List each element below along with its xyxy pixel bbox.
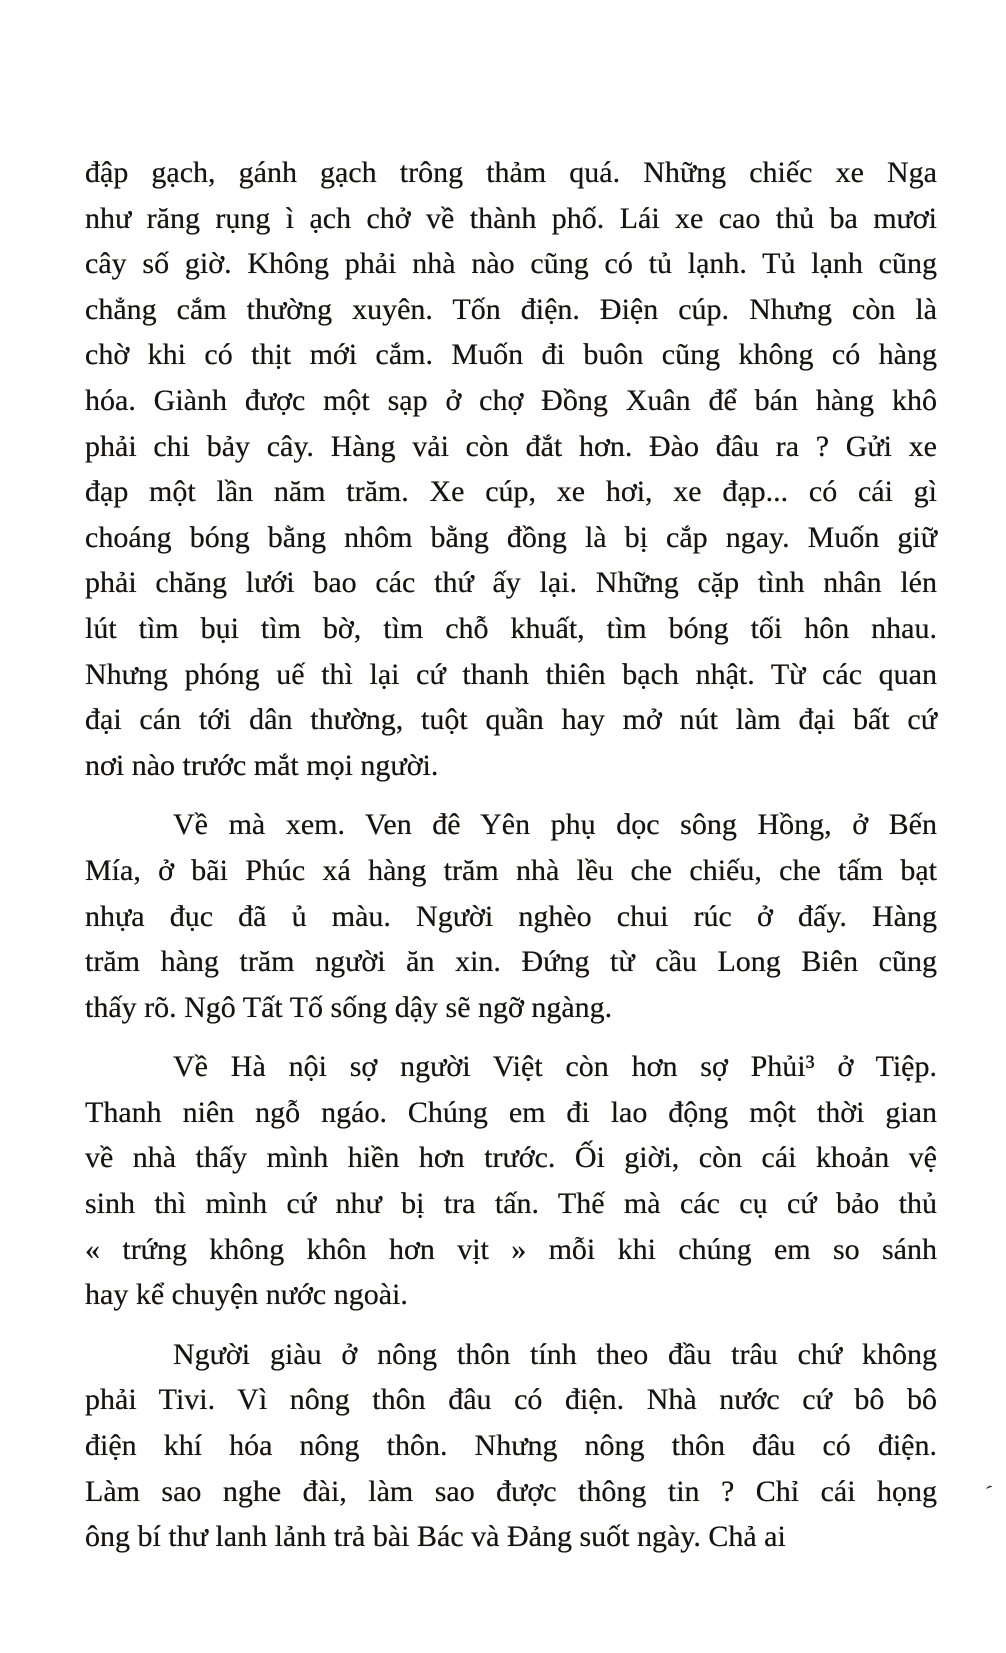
text-line: Nhưng phóng uế thì lại cứ thanh thiên bạch nhật. Từ các quan: [85, 657, 937, 691]
text-line: Mía, ở bãi Phúc xá hàng trăm nhà lều che chiếu, che tấm bạt: [85, 853, 937, 887]
text-line: chẳng cắm thường xuyên. Tốn điện. Điện cúp. Nhưng còn là: [85, 292, 937, 326]
page-text-block: [85, 150, 937, 1560]
text-line: chờ khi có thịt mới cắm. Muốn đi buôn cũng không có hàng: [85, 338, 937, 372]
text-line: hay kể chuyện nước ngoài.: [85, 1278, 408, 1312]
text-line: phải chăng lưới bao các thứ ấy lại. Những cặp tình nhân lén: [85, 566, 937, 600]
text-line: đạp một lần năm trăm. Xe cúp, xe hơi, xe đạp... có cái gì: [85, 475, 937, 509]
paragraph: [85, 1044, 937, 1318]
text-line: phải Tivi. Vì nông thôn đâu có điện. Nhà nước cứ bô bô: [85, 1383, 937, 1417]
paragraph: [85, 802, 937, 1030]
text-line: lút tìm bụi tìm bờ, tìm chỗ khuất, tìm bóng tối hôn nhau.: [85, 611, 937, 645]
text-line: « trứng không khôn hơn vịt » mỗi khi chúng em so sánh: [85, 1232, 937, 1266]
paragraph: [85, 150, 937, 788]
text-line: đại cán tới dân thường, tuột quần hay mở nút làm đại bất cứ: [85, 703, 937, 737]
text-line: Làm sao nghe đài, làm sao được thông tin ? Chỉ cái họng: [85, 1474, 937, 1508]
text-line: Thanh niên ngỗ ngáo. Chúng em đi lao động một thời gian: [85, 1095, 937, 1129]
text-line: sinh thì mình cứ như bị tra tấn. Thế mà các cụ cứ bảo thủ: [85, 1187, 937, 1221]
text-line: nơi nào trước mắt mọi người.: [85, 748, 439, 782]
text-line: thấy rõ. Ngô Tất Tố sống dậy sẽ ngỡ ngàng.: [85, 990, 613, 1024]
text-line: điện khí hóa nông thôn. Nhưng nông thôn đâu có điện.: [85, 1429, 937, 1463]
text-line: cây số giờ. Không phải nhà nào cũng có tủ lạnh. Tủ lạnh cũng: [85, 247, 937, 281]
text-line: choáng bóng bằng nhôm bằng đồng là bị cắp ngay. Muốn giữ: [85, 520, 937, 554]
text-line: ông bí thư lanh lảnh trả bài Bác và Đảng suốt ngày. Chả ai: [85, 1520, 786, 1554]
scan-speck-mark: ˊ: [977, 1479, 996, 1510]
paragraph: [85, 1332, 937, 1560]
text-line: trăm hàng trăm người ăn xin. Đứng từ cầu Long Biên cũng: [85, 945, 937, 979]
text-line: phải chi bảy cây. Hàng vải còn đắt hơn. Đào đâu ra ? Gửi xe: [85, 429, 937, 463]
text-line: như răng rụng ì ạch chở về thành phố. Lái xe cao thủ ba mươi: [85, 201, 937, 235]
text-line: Về Hà nội sợ người Việt còn hơn sợ Phủi³ ở Tiệp.: [173, 1050, 937, 1084]
text-line: hóa. Giành được một sạp ở chợ Đồng Xuân để bán hàng khô: [85, 383, 937, 417]
text-line: Về mà xem. Ven đê Yên phụ dọc sông Hồng, ở Bến: [173, 808, 937, 842]
text-line: về nhà thấy mình hiền hơn trước. Ối giời, còn cái khoản vệ: [85, 1141, 937, 1175]
text-line: đập gạch, gánh gạch trông thảm quá. Những chiếc xe Nga: [85, 156, 937, 189]
text-line: Người giàu ở nông thôn tính theo đầu trâu chứ không: [173, 1337, 937, 1371]
text-line: nhựa đục đã ủ màu. Người nghèo chui rúc ở đấy. Hàng: [85, 899, 937, 933]
